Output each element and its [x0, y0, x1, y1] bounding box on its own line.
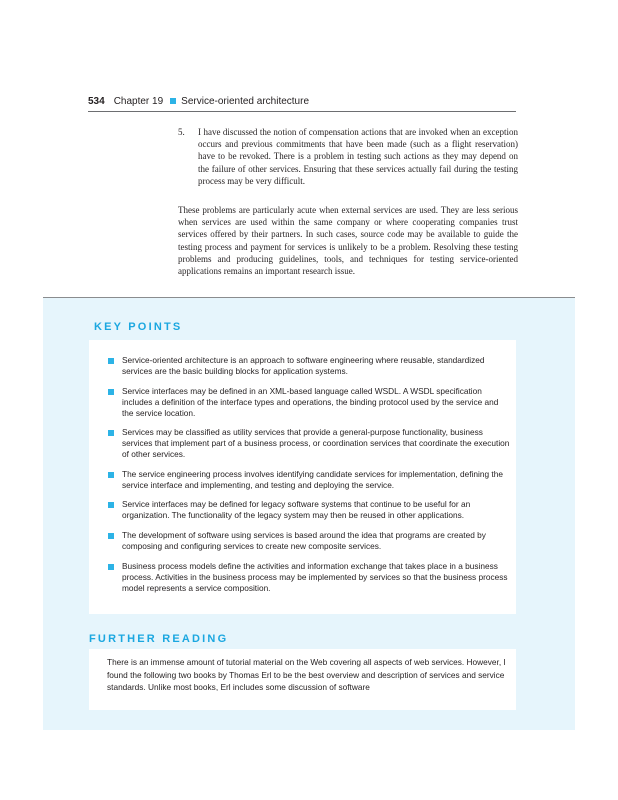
key-points-list — [108, 355, 512, 602]
key-point-text: Services may be classified as utility services that provide a general-purpose functionality, business services that implement part of a business process, or coordination services that coordinate the execution of other services. — [122, 427, 510, 460]
key-point-text: Service interfaces may be defined in an XML-based language called WSDL. A WSDL specification includes a definition of the interface types and operations, the binding protocol used by the service and the service location. — [122, 385, 499, 418]
key-point-text: Business process models define the activities and information exchange that takes place in a business process. Activities in the business process may be implemented by services so that the business process model represents a service composition. — [122, 560, 508, 593]
numbered-list-item — [178, 126, 518, 187]
body-paragraph: These problems are particularly acute when external services are used. They are less serious when services are used within the same company or where cooperating companies trust services offered by their partners. In such cases, source code may be available to guide the testing process and payment for services is unlikely to be a problem. Resolving these testing problems and producing guidelines, tools, and techniques for testing service-oriented applications remains an important research issue. — [178, 205, 518, 277]
square-bullet-icon — [108, 472, 114, 478]
key-point-item — [108, 355, 512, 377]
section-title: Service-oriented architecture — [181, 96, 310, 107]
key-point-item — [108, 499, 512, 521]
key-point-item — [108, 427, 512, 460]
key-point-item — [108, 469, 512, 491]
square-bullet-icon — [108, 564, 114, 570]
further-reading-heading: FURTHER READING — [89, 633, 229, 645]
chapter-label: Chapter 19 — [113, 96, 164, 107]
key-point-text: The development of software using services is based around the idea that programs are created by composing and configuring services to create new composite services. — [122, 529, 486, 551]
key-point-text: Service interfaces may be defined for legacy software systems that continue to be useful for an organization. The functionality of the legacy system may then be reused in other applications. — [122, 499, 471, 521]
square-bullet-icon — [108, 533, 114, 539]
key-point-item — [108, 561, 512, 594]
further-reading-text: There is an immense amount of tutorial material on the Web covering all aspects of web services. However, I found the following two books by Thomas Erl to be the best overview and description of services and service standards. Unlike most books, Erl includes some discussion of software — [107, 657, 506, 692]
square-bullet-icon — [108, 389, 114, 395]
page-number: 534 — [88, 96, 105, 107]
key-point-item — [108, 386, 512, 419]
key-point-text: The service engineering process involves identifying candidate services for implementation, defining the service interface and implementing, and testing and deploying the service. — [122, 468, 503, 490]
running-header — [88, 96, 516, 108]
key-points-heading: KEY POINTS — [94, 321, 183, 333]
square-bullet-icon — [170, 98, 176, 104]
list-item-text: I have discussed the notion of compensation actions that are invoked when an exception occurs and previous commitments that have been made (such as a flight reservation) have to be revoked. There is a problem in testing such actions as they may depend on the failure of other services. Ensuring that these services actually fail during the testing process may be very difficult. — [198, 127, 518, 186]
square-bullet-icon — [108, 502, 114, 508]
key-point-text: Service-oriented architecture is an approach to software engineering where reusable, standardized services are the basic building blocks for application systems. — [122, 355, 485, 376]
square-bullet-icon — [108, 358, 114, 364]
list-item-number: 5. — [178, 127, 185, 137]
square-bullet-icon — [108, 430, 114, 436]
header-divider — [88, 111, 516, 112]
key-point-item — [108, 530, 512, 552]
